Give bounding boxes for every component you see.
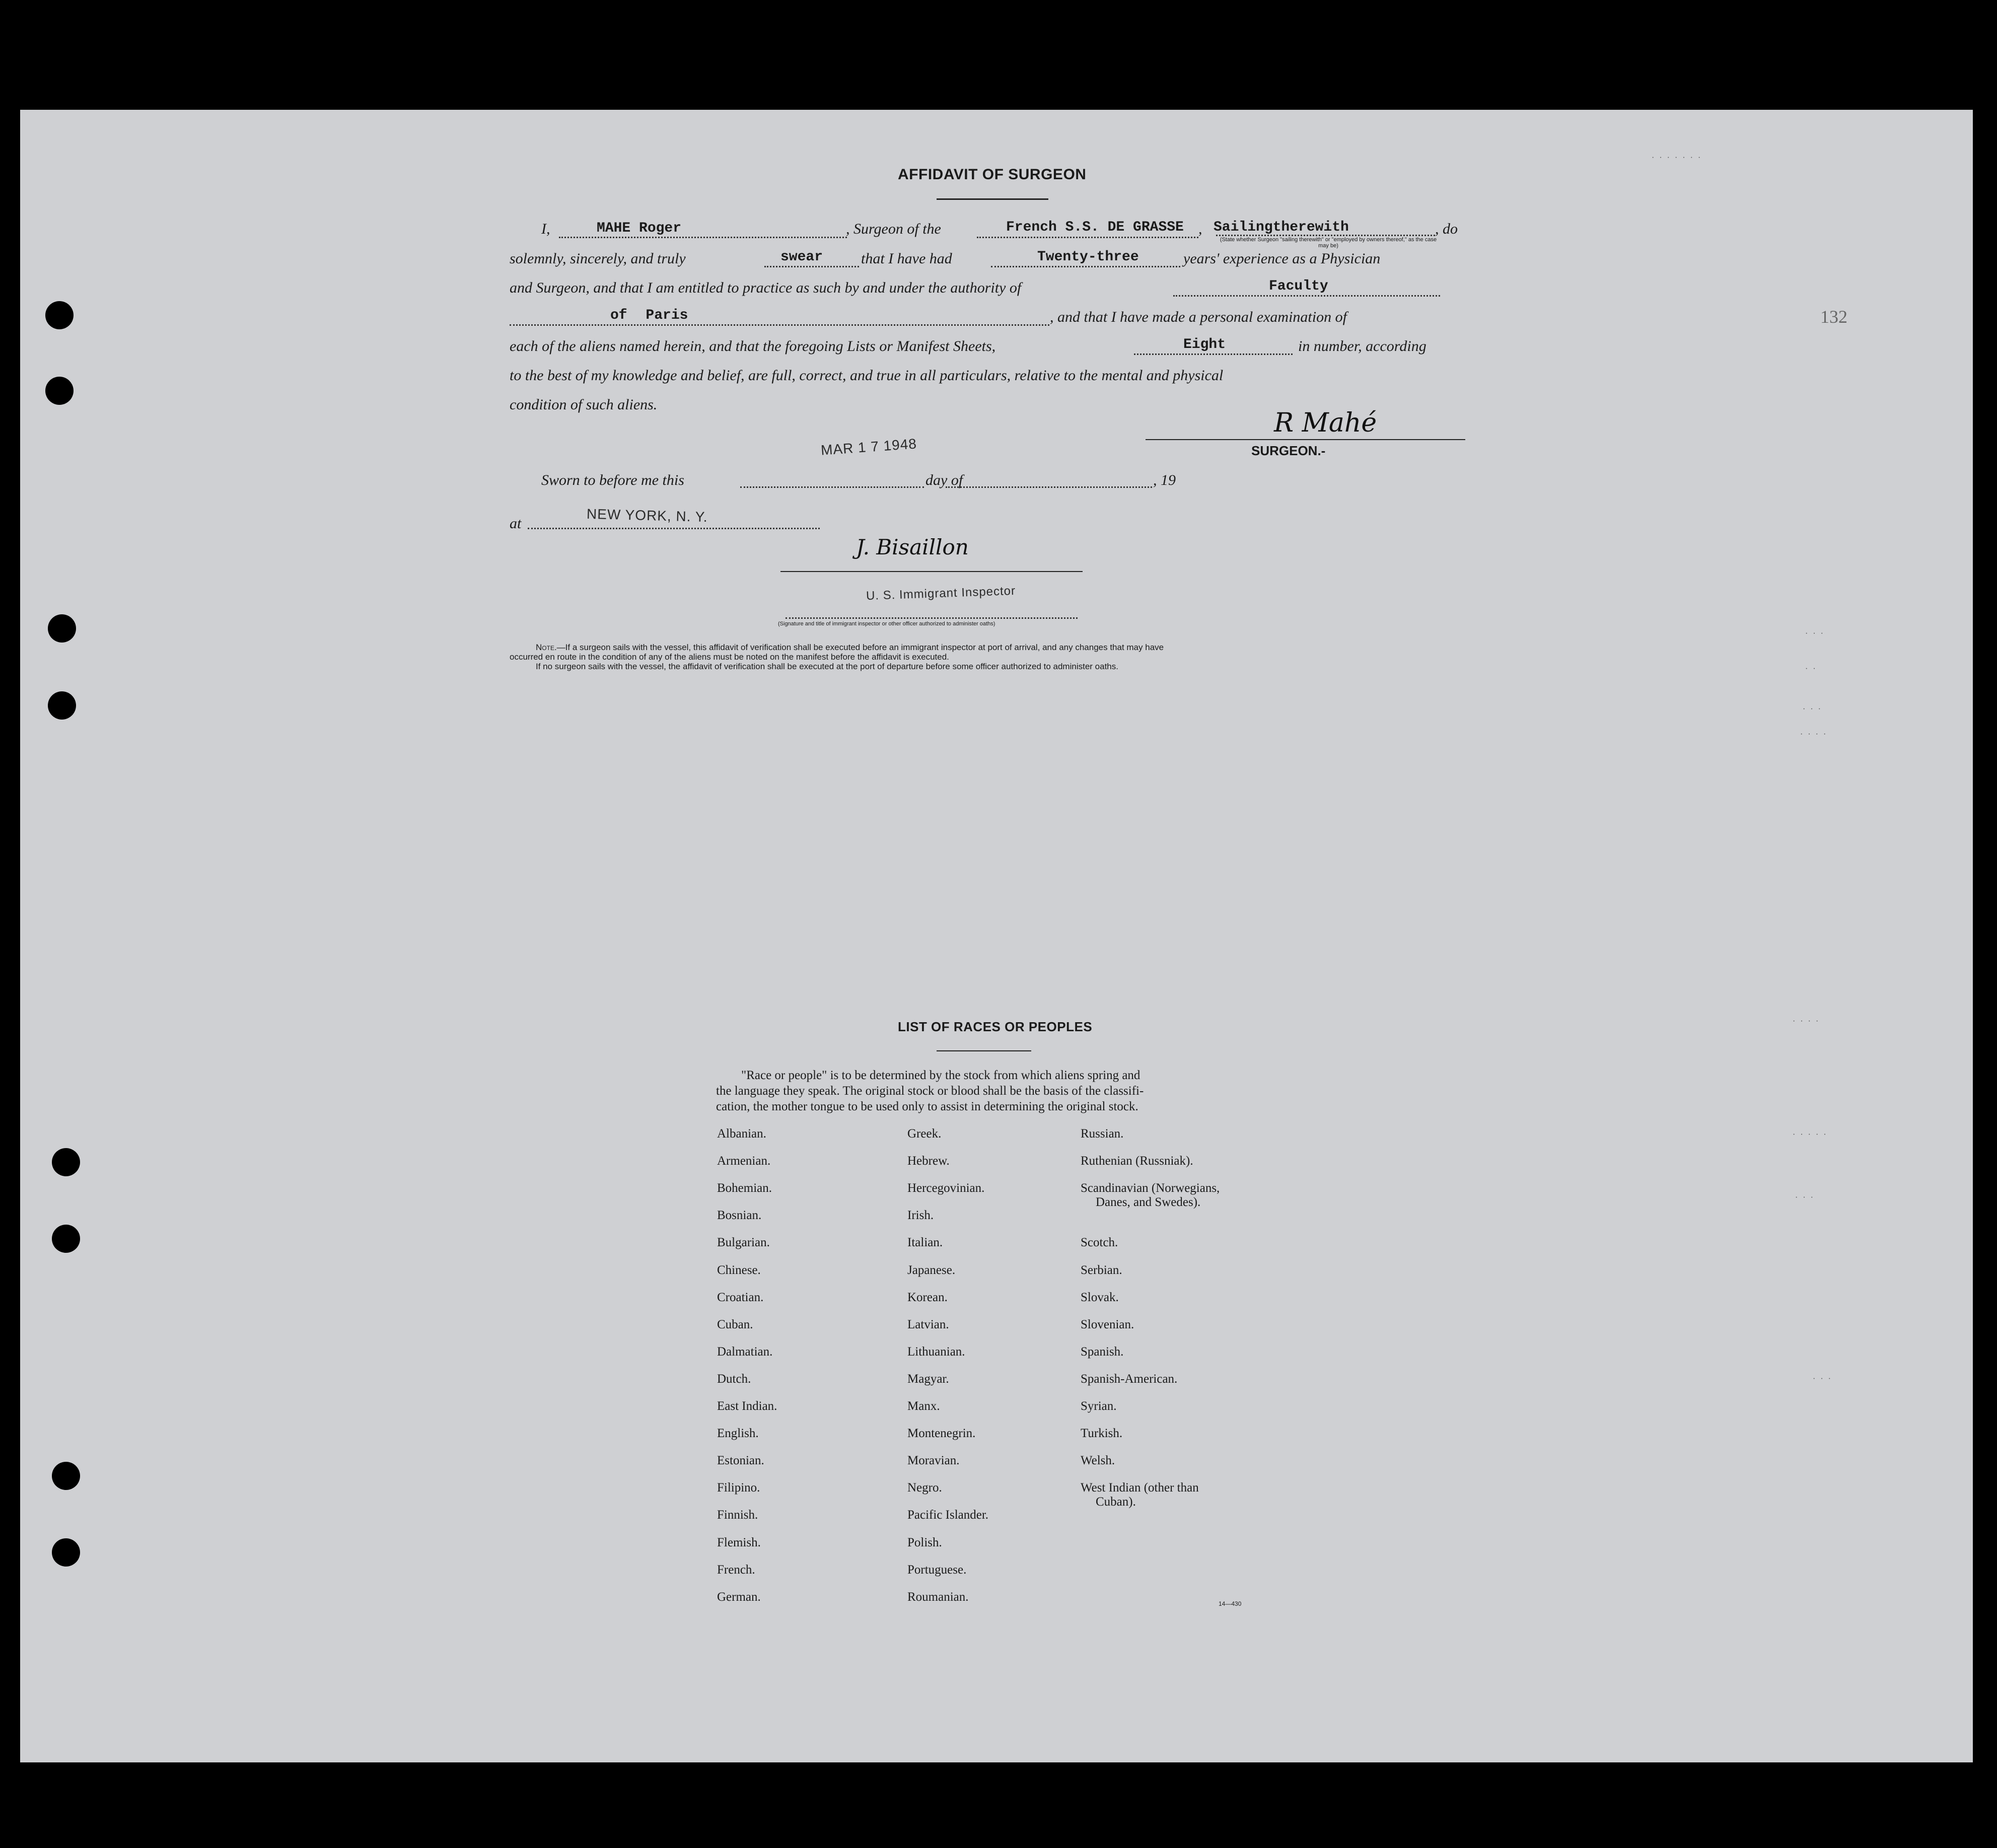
sworn-place-stamp: NEW YORK, N. Y. xyxy=(586,506,708,525)
race-entry: Turkish. xyxy=(1081,1427,1123,1441)
race-entry: Bohemian. xyxy=(717,1181,772,1195)
surgeon-signature: R Mahé xyxy=(1274,408,1377,438)
race-entry: Finnish. xyxy=(717,1508,758,1522)
vessel-dotted-line xyxy=(977,237,1198,238)
race-entry: Roumanian. xyxy=(907,1590,969,1604)
sworn-month-dotted-line xyxy=(946,486,1152,488)
race-entry: Korean. xyxy=(907,1290,948,1304)
race-entry: Hebrew. xyxy=(907,1154,950,1168)
place-dotted-line xyxy=(528,528,820,529)
races-title: LIST OF RACES OR PEOPLES xyxy=(898,1019,1093,1034)
inspector-signature-line xyxy=(780,571,1083,572)
surgeon-name: MAHE Roger xyxy=(597,221,682,236)
years-dotted-line xyxy=(991,266,1180,267)
races-intro-3: cation, the mother tongue to be used only to assist in determining the original stock. xyxy=(716,1100,1138,1113)
line5-suffix: in number, according xyxy=(1298,338,1427,354)
authority: Faculty xyxy=(1269,278,1328,294)
race-entry: Spanish-American. xyxy=(1081,1372,1178,1386)
race-entry: West Indian (other than xyxy=(1081,1481,1199,1495)
race-entry: Cuban. xyxy=(717,1317,753,1331)
surgeon-label: SURGEON.- xyxy=(1251,443,1326,458)
race-entry: Slovenian. xyxy=(1081,1317,1134,1331)
race-entry: Danes, and Swedes). xyxy=(1096,1195,1201,1210)
surgeon-signature-line xyxy=(1146,439,1465,440)
race-entry: Chinese. xyxy=(717,1263,761,1277)
years-experience: Twenty-three xyxy=(1037,249,1139,265)
race-entry: Armenian. xyxy=(717,1154,771,1168)
race-entry: Negro. xyxy=(907,1481,942,1495)
note-line2: occurred en route in the condition of any of the aliens must be noted on the manifest before the affidavit is executed. xyxy=(510,652,949,662)
margin-mark: · · · · xyxy=(1793,1017,1820,1026)
inspector-caption: (Signature and title of immigrant inspector or other officer authorized to administer oaths) xyxy=(778,621,995,627)
race-entry: Portuguese. xyxy=(907,1562,967,1577)
inspector-signature: J. Bisaillon xyxy=(856,535,969,559)
races-intro-2: the language they speak. The original stock or blood shall be the basis of the classifi- xyxy=(716,1084,1144,1098)
line4-suffix: , and that I have made a personal examination of xyxy=(1050,309,1347,325)
note-line1 xyxy=(536,643,1164,652)
margin-mark: · · · xyxy=(1805,629,1825,638)
margin-mark: · · · xyxy=(1813,1375,1832,1383)
race-entry: Moravian. xyxy=(907,1454,960,1468)
line2-middle: that I have had xyxy=(861,250,952,267)
oath-word: swear xyxy=(780,249,823,265)
race-entry: Slovak. xyxy=(1081,1290,1119,1304)
race-entry: Irish. xyxy=(907,1209,934,1223)
race-entry: Scotch. xyxy=(1081,1236,1118,1250)
race-entry: Ruthenian (Russniak). xyxy=(1081,1154,1193,1168)
inspector-title-dotted-line xyxy=(786,617,1078,619)
binder-hole xyxy=(48,691,76,720)
binder-hole xyxy=(48,614,76,643)
line3-prefix: and Surgeon, and that I am entitled to practice as such by and under the authority of xyxy=(510,279,1022,296)
race-entry: Latvian. xyxy=(907,1317,949,1331)
sheets-dotted-line xyxy=(1134,353,1293,355)
line1-prefix: I, xyxy=(541,221,550,237)
line6: to the best of my knowledge and belief, are full, correct, and true in all particulars, relative to the mental and physical xyxy=(510,367,1224,384)
race-entry: Greek. xyxy=(907,1127,942,1141)
race-entry: English. xyxy=(717,1427,759,1441)
vessel-name: French S.S. DE GRASSE xyxy=(1006,220,1184,235)
line1-comma: , xyxy=(1198,221,1202,237)
document-sheet xyxy=(20,110,1973,1762)
race-entry: Dalmatian. xyxy=(717,1344,773,1359)
margin-mark: · · · xyxy=(1803,705,1822,714)
line5-prefix: each of the aliens named herein, and that the foregoing Lists or Manifest Sheets, xyxy=(510,338,996,354)
race-entry: German. xyxy=(717,1590,761,1604)
race-entry: Magyar. xyxy=(907,1372,949,1386)
race-entry: Bosnian. xyxy=(717,1209,762,1223)
race-entry: Welsh. xyxy=(1081,1454,1115,1468)
inspector-title-stamp: U. S. Immigrant Inspector xyxy=(866,584,1016,603)
race-entry: Polish. xyxy=(907,1535,942,1549)
races-title-underline xyxy=(937,1050,1031,1051)
authority-dotted-line xyxy=(1173,295,1440,297)
title-underline xyxy=(937,198,1048,200)
form-number: 14—430 xyxy=(1219,1600,1242,1607)
line2-prefix: solemnly, sincerely, and truly xyxy=(510,250,686,267)
manifest-sheet-count: Eight xyxy=(1183,337,1226,352)
race-entry: Spanish. xyxy=(1081,1344,1124,1359)
binder-hole xyxy=(52,1148,80,1176)
race-entry: Albanian. xyxy=(717,1127,766,1141)
line2-suffix: years' experience as a Physician xyxy=(1183,250,1381,267)
binder-hole xyxy=(52,1462,80,1490)
line7: condition of such aliens. xyxy=(510,396,658,413)
binder-hole xyxy=(45,301,74,329)
line1-suffix: , do xyxy=(1435,221,1458,237)
margin-mark: · · · · · · · xyxy=(1652,154,1702,162)
race-entry: Serbian. xyxy=(1081,1263,1122,1277)
race-entry: Japanese. xyxy=(907,1263,956,1277)
sworn-prefix: Sworn to before me this xyxy=(541,472,684,488)
date-stamp: MAR 1 7 1948 xyxy=(820,436,917,458)
binder-hole xyxy=(52,1225,80,1253)
race-entry: Croatian. xyxy=(717,1290,764,1304)
margin-mark: · · · xyxy=(1795,1193,1815,1202)
race-entry: Hercegovinian. xyxy=(907,1181,985,1195)
race-entry: Russian. xyxy=(1081,1127,1124,1141)
line1-surgeon-of: , Surgeon of the xyxy=(846,221,941,237)
race-entry: Bulgarian. xyxy=(717,1236,770,1250)
surgeon-name-dotted-line xyxy=(559,237,847,238)
oath-dotted-line xyxy=(764,266,859,267)
races-intro-1: "Race or people" is to be determined by the stock from which aliens spring and xyxy=(741,1069,1140,1082)
binder-hole xyxy=(45,377,74,405)
race-entry: East Indian. xyxy=(717,1399,777,1413)
affidavit-title: AFFIDAVIT OF SURGEON xyxy=(898,166,1087,183)
authority-continued: of Paris xyxy=(610,308,688,323)
race-entry: French. xyxy=(717,1562,755,1577)
margin-mark: · · · · xyxy=(1800,730,1828,739)
race-entry: Dutch. xyxy=(717,1372,751,1386)
surgeon-status: Sailingtherewith xyxy=(1214,220,1349,235)
race-entry: Italian. xyxy=(907,1236,943,1250)
race-entry: Pacific Islander. xyxy=(907,1508,989,1522)
race-entry: Cuban). xyxy=(1096,1495,1136,1509)
binder-hole xyxy=(52,1538,80,1567)
note-label: Note. xyxy=(536,643,557,652)
margin-mark: · · xyxy=(1805,665,1817,673)
race-entry: Filipino. xyxy=(717,1481,760,1495)
page-number: 132 xyxy=(1820,307,1847,327)
race-entry: Flemish. xyxy=(717,1535,761,1549)
authority-cont-dotted-line xyxy=(510,324,1049,326)
sworn-year-prefix: , 19 xyxy=(1153,472,1176,488)
margin-mark: · · · · · xyxy=(1793,1130,1828,1139)
race-entry: Manx. xyxy=(907,1399,940,1413)
race-entry: Montenegrin. xyxy=(907,1427,976,1441)
at-prefix: at xyxy=(510,515,522,532)
race-entry: Scandinavian (Norwegians, xyxy=(1081,1181,1220,1195)
note-text-1: —If a surgeon sails with the vessel, this affidavit of verification shall be executed before an immigrant inspector at port of arrival, and any changes that may have xyxy=(556,643,1164,652)
sworn-day-of: day of xyxy=(925,472,963,488)
sworn-day-dotted-line xyxy=(740,486,924,488)
race-entry: Estonian. xyxy=(717,1454,764,1468)
race-entry: Syrian. xyxy=(1081,1399,1117,1413)
status-note: (State whether Surgeon "sailing therewith" or "employed by owners thereof," as the case may be) xyxy=(1220,237,1437,249)
note-line3: If no surgeon sails with the vessel, the affidavit of verification shall be executed at the port of departure before some officer authorized to administer oaths. xyxy=(536,662,1118,671)
race-entry: Lithuanian. xyxy=(907,1344,965,1359)
